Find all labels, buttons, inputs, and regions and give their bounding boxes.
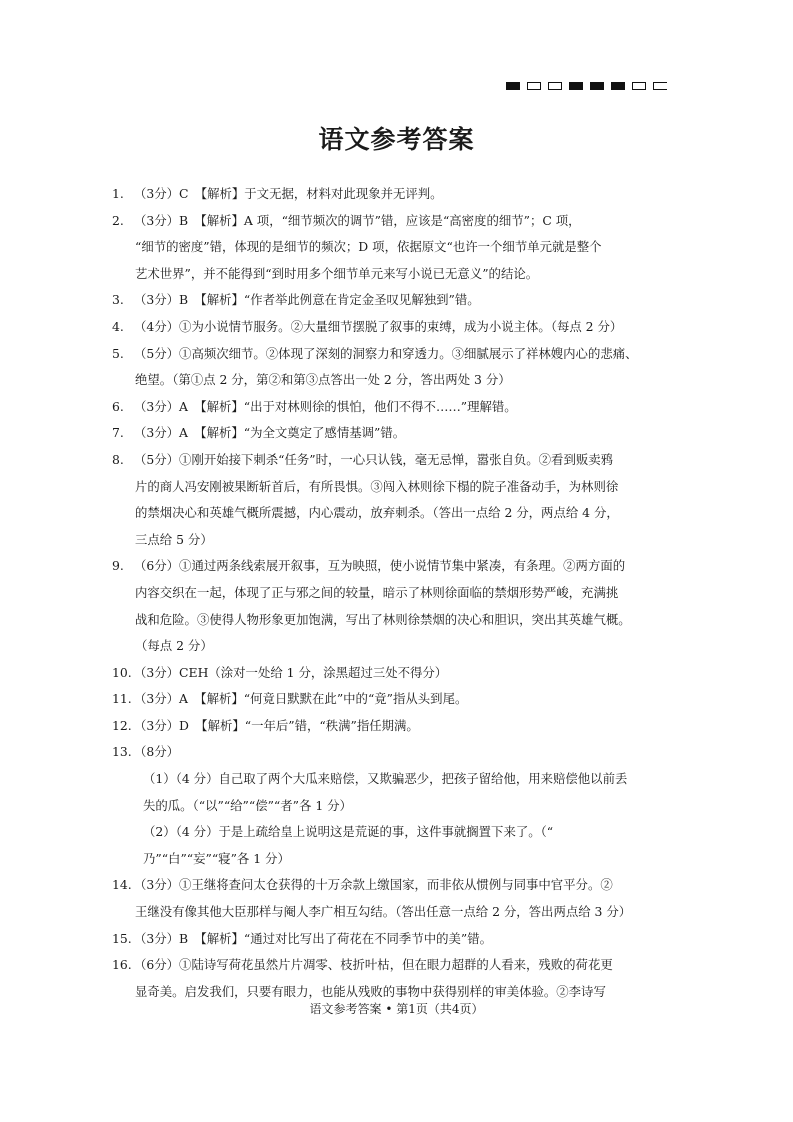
sub-answer-text: 失的瓜。（“以”“给”“偿”“者”各 1 分） <box>143 797 352 813</box>
answer-item <box>112 184 692 211</box>
answer-continuation-line <box>112 264 692 291</box>
answer-item <box>112 211 692 238</box>
answer-text-continued: 内容交织在一起，体现了正与邪之间的较量，暗示了林则徐面临的禁烟形势严峻，充满挑 <box>135 584 619 600</box>
answer-number: 6. <box>112 398 124 414</box>
answer-number: 15. <box>112 930 132 946</box>
answer-number: 1. <box>112 186 124 201</box>
answer-item <box>112 290 692 317</box>
answer-text-continued: 绝望。（第①点 2 分，第②和第③点答出一处 2 分，答出两处 3 分） <box>135 372 511 388</box>
header-mark <box>569 82 583 90</box>
header-mark <box>632 82 646 90</box>
header-mark <box>506 82 520 90</box>
header-mark <box>653 82 667 90</box>
answer-continuation-line <box>112 477 692 504</box>
answer-number: 3. <box>112 292 124 308</box>
header-marks <box>506 82 667 90</box>
answer-text-continued: 艺术世界”，并不能得到“到时用多个细节单元来写小说已无意义”的结论。 <box>135 265 539 281</box>
answer-text: （3分）CEH（涂对一处给 1 分，涂黑超过三处不得分） <box>134 664 448 680</box>
answer-text: （3分）B 【解析】“通过对比写出了荷花在不同季节中的美”错。 <box>134 930 493 946</box>
answer-text: （6分）①陆诗写荷花虽然片片凋零、枝折叶枯，但在眼力超群的人看来，残败的荷花更 <box>134 957 613 973</box>
answer-number: 13. <box>112 744 132 760</box>
answer-text-continued: 显奇美。启发我们，只要有眼力，也能从残败的事物中获得别样的审美体验。②李诗写 <box>135 983 606 999</box>
answer-text: （3分）D 【解析】“一年后”错，“秩满”指任期满。 <box>134 717 419 733</box>
answer-text: （3分）A 【解析】“为全文奠定了感情基调”错。 <box>134 425 406 441</box>
answer-text-continued: 片的商人冯安刚被果断斩首后，有所畏惧。③闯入林则徐下榻的院子准备动手，为林则徐 <box>135 478 619 494</box>
answer-number: 9. <box>112 558 124 574</box>
answer-text-continued: 战和危险。③使得人物形象更加饱满，写出了林则徐禁烟的决心和胆识，突出其英雄气概。 <box>135 611 631 627</box>
answer-text: （8分） <box>134 744 180 760</box>
answer-text: （5分）①高频次细节。②体现了深刻的洞察力和穿透力。③细腻展示了祥林嫂内心的悲痛、 <box>134 345 638 361</box>
answer-item <box>112 663 692 690</box>
answer-text: （3分）C 【解析】于文无据，材料对此现象并无评判。 <box>134 186 443 201</box>
answer-continuation-line <box>112 610 692 637</box>
answer-number: 4. <box>112 318 124 334</box>
answer-item <box>112 397 692 424</box>
answer-item <box>112 716 692 743</box>
answer-number: 10. <box>112 664 132 680</box>
sub-answer-text: （2）（4 分）于是上疏给皇上说明这是荒诞的事，这件事就搁置下来了。（“ <box>143 824 554 840</box>
header-mark <box>548 82 562 90</box>
answer-text: （3分）A 【解析】“出于对林则徐的惧怕，他们不得不……”理解错。 <box>134 398 517 414</box>
sub-answer-line <box>112 822 692 849</box>
answer-text-continued: “细节的密度”错，体现的是细节的频次；D 项，依据原文“也许一个细节单元就是整个 <box>135 239 602 255</box>
answer-text: （5分）①刚开始接下刺杀“任务”时，一心只认钱，毫无忌惮，嚣张自负。②看到贩卖鸦 <box>134 451 614 467</box>
answer-item <box>112 423 692 450</box>
answer-text-continued: 王继没有像其他大臣那样与阉人李广相互勾结。（答出任意一点给 2 分，答出两点给 3 分） <box>135 904 632 920</box>
answer-text: （3分）B 【解析】“作者举此例意在肯定金圣叹见解独到”错。 <box>134 292 480 308</box>
answer-number: 14. <box>112 877 132 893</box>
answer-text-continued: 三点给 5 分） <box>135 531 213 547</box>
answer-item <box>112 344 692 371</box>
header-mark <box>611 82 625 90</box>
answer-item <box>112 929 692 956</box>
answer-item <box>112 955 692 982</box>
answer-number: 2. <box>112 212 124 228</box>
header-mark <box>590 82 604 90</box>
answer-text: （3分）B 【解析】A 项，“细节频次的调节”错，应该是“高密度的细节”；C 项， <box>134 212 581 228</box>
sub-answer-line <box>112 796 692 823</box>
answer-text: （6分）①通过两条线索展开叙事，互为映照，使小说情节集中紧凑，有条理。②两方面的 <box>134 558 626 574</box>
answer-number: 5. <box>112 345 124 361</box>
answer-text-continued: 的禁烟决心和英雄气概所震撼，内心震动，放弃刺杀。（答出一点给 2 分，两点给 4 分， <box>135 505 619 521</box>
answer-number: 12. <box>112 717 132 733</box>
answer-item <box>112 875 692 902</box>
answer-item <box>112 317 692 344</box>
header-mark <box>527 82 541 90</box>
answer-text: （4分）①为小说情节服务。②大量细节摆脱了叙事的束缚，成为小说主体。（每点 2 分） <box>134 318 623 334</box>
answer-list <box>112 184 692 1008</box>
answer-number: 7. <box>112 425 124 441</box>
sub-answer-line <box>112 849 692 876</box>
answer-continuation-line <box>112 370 692 397</box>
sub-answer-line <box>112 769 692 796</box>
answer-continuation-line <box>112 583 692 610</box>
answer-continuation-line <box>112 530 692 557</box>
answer-continuation-line <box>112 503 692 530</box>
answer-item <box>112 450 692 477</box>
answer-item <box>112 556 692 583</box>
answer-continuation-line <box>112 237 692 264</box>
answer-number: 16. <box>112 957 132 973</box>
answer-number: 8. <box>112 451 124 467</box>
answer-continuation-line <box>112 636 692 663</box>
answer-continuation-line <box>112 902 692 929</box>
answer-text: （3分）①王继将查问太仓获得的十万余款上缴国家，而非依从惯例与同事中官平分。② <box>134 877 613 893</box>
answer-number: 11. <box>112 691 132 707</box>
answer-item <box>112 689 692 716</box>
answer-text-continued: （每点 2 分） <box>135 638 213 654</box>
answer-item <box>112 742 692 769</box>
sub-answer-text: （1）（4 分）自己取了两个大瓜来赔偿，又欺骗恶少，把孩子留给他，用来赔偿他以前丢 <box>143 771 628 787</box>
page-footer: 语文参考答案 • 第1页（共4页） <box>309 1002 484 1016</box>
sub-answer-text: 乃”“白”“妄”“寝”各 1 分） <box>143 850 290 866</box>
answer-text: （3分）A 【解析】“何竟日默默在此”中的“竟”指从头到尾。 <box>134 691 468 707</box>
page-title: 语文参考答案 <box>318 125 475 154</box>
